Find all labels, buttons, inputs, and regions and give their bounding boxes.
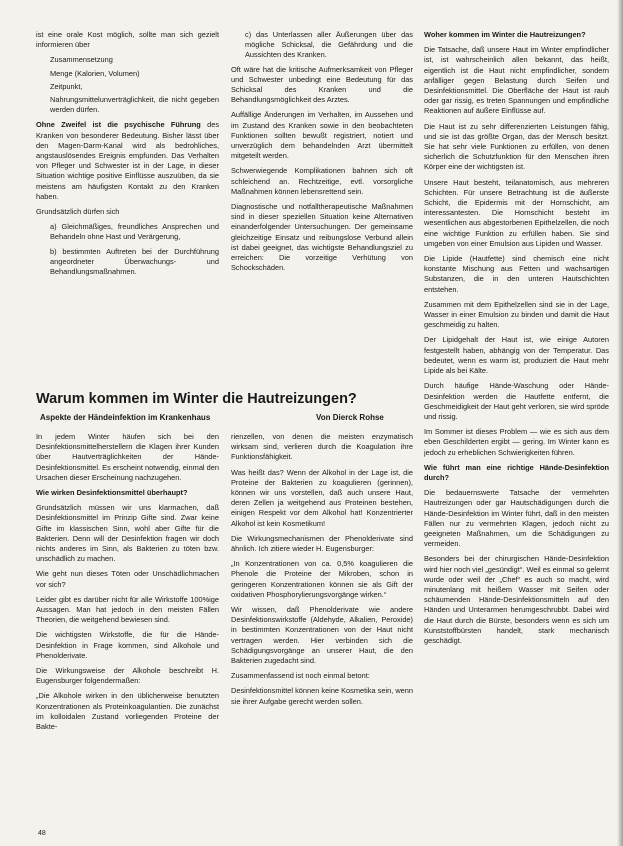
page-number: 48 [38,830,46,837]
list-item: c) das Unterlassen aller Äußerungen über das mögliche Schicksal, die Gefährdung und die Aussichten des Kranken. [245,30,413,60]
paragraph: Zusammenfassend ist noch einmal betont: [231,671,370,681]
quote: „In Konzentrationen von ca. 0,5% koagulieren die Phenole die Proteine der Mikroben, schon in geringeren Konzentrationen können sie als Gift der oxidativen Phosphorylierungsvorgänge wirken.“ [231,559,413,599]
paragraph: rienzellen, von denen die meisten enzymatisch wirksam sind, verlieren durch die Koagulation ihre Funktionsfähigkeit. [231,432,413,462]
paragraph: Auffällige Änderungen im Verhalten, im Aussehen und im Zustand des Kranken sowie in den beobachteten Funktionen sollten bewußt registriert, notiert und unverzüglich dem behandelnden Arzt übermittelt mitgeteilt werden. [231,110,413,161]
quote: „Die Alkohole wirken in den üblicherweise benutzten Konzentrationen als Proteinkoagulantien. Die zunächst im kolloidalen Zustand vorliegenden Proteine der Bakte- [36,691,219,732]
paragraph: Desinfektionsmittel können keine Kosmetika sein, wenn sie ihrer Aufgabe gerecht werden sollen. [231,686,413,706]
list-item: Menge (Kalorien, Volumen) [50,68,140,78]
article-headline: Warum kommen im Winter die Hautreizungen? [36,391,357,407]
paragraph: Grundsätzlich dürfen sich [36,207,120,217]
paragraph: Die Wirkungsmechanismen der Phenolderivate sind ähnlich. Ich zitiere wieder H. Eugensburger: [231,533,413,554]
list-item: Nahrungsmittelunverträglichkeit, die nicht gegeben werden dürfen. [50,95,219,115]
paragraph: Zusammen mit dem Epithelzellen sind sie in der Lage, Wasser in einer Emulsion zu binden und damit die Haut geschmeidig zu halten. [424,299,609,330]
section-question: Woher kommen im Winter die Hautreizungen? [424,30,586,39]
article-left-column [36,432,219,832]
paragraph: Wir wissen, daß Phenolderivate wie andere Desinfektionswirkstoffe (Aldehyde, Alkalien, Peroxide) in bestimmten Konzentrationen von der Haut nicht vertragen werden. Hier verbinden sich die Schädigungsvorgänge an unserer Haut, die den Bakterien zugedacht sind. [231,605,413,666]
paragraph: Besonders bei der chirurgischen Hände-Desinfektion wird hier noch viel „gesündigt“. Weil es einmal so gelernt wurde oder weil der „Chef“ es auch so macht, wird minutenlang mit heißem Wasser mit Seifen oder schäumenden Hände-Desinfektionsmitteln auf den Händen und Unterarmen herumgeschrubbt. Dabei wird die Haut durch die Bürste, besonders wenn es sich um Kunststoffbürsten handelt, stark mechanisch geschädigt. [424,554,609,645]
list-item: Zusammensetzung [50,55,113,65]
page-edge-shadow [617,0,623,846]
nutrition-list [36,55,219,115]
section-question: Wie wirken Desinfektionsmittel überhaupt? [36,488,188,498]
paragraph: Was heißt das? Wenn der Alkohol in der Lage ist, die Proteine der Bakterien zu koagulieren (gerinnen), können wir uns vorstellen, daß auch unsere Haut, deren Zellen ja weitgehend aus Proteinen bestehen, einigen Respekt vor dem Alkohol hat! Konzentrierter Alkohol ist kein Kosmetikum! [231,467,413,528]
article-middle-column [231,432,413,832]
paragraph: Grundsätzlich müssen wir uns klarmachen, daß Desinfektionsmittel im Prinzip Gifte sind. Zwar keine Gifte im klassischen Sinn, wohl aber Gifte für die Bakterien. Denn will der Desinfektion fragen wir doch nichts anderes im Sinn, als Bakterien zu töten bzw. unschädlich zu machen. [36,503,219,564]
paragraph: Die Tatsache, daß unsere Haut im Winter empfindlicher ist, ist wahrscheinlich allen bekannt, das heißt, eigentlich ist die Haut nicht empfindlicher, sondern anfälliger gegen Belastung durch Seifen und Desinfektionsmittel. Die Oberfläche der Haut ist rauh oder gar rissig, es treten Spannungen und empfindliche Reaktionen auf äußere Einflüsse auf. [424,45,609,116]
paragraph: Oft wäre hat die kritische Aufmerksamkeit von Pfleger und Schwester unbedingt eine Bedeutung für das Schicksal des Kranken und die Behandlungsmöglichkeit des Arztes. [231,64,413,105]
paragraph: Die Haut ist zu sehr differenzierten Leistungen fähig, und sie ist das größte Organ, das der Mensch besitzt. Sie hat sehr viele Funktionen zu erfüllen, von denen sicherlich die Schutzfunktion für den Menschen ihren Körper eine der wichtigsten ist. [424,121,609,172]
paragraph: Die bedauernswerte Tatsache der vermehrten Hautreizungen oder gar Hautschädigungen durch die Hände-Desinfektion im Winter führt, daß in den meisten Fällen nur zu vermehrten Klagen, jedoch nicht zu geeigneten Maßnahmen, um die Schädigungen zu vermeiden. [424,488,609,549]
paragraph-text: des Kranken von besonderer Bedeutung. Bisher lässt über den Magen-Darm-Kanal wird als bedrohliches, angstauslösendes Ereignis empfunden. Das Verhalten von Pfleger und Schwester ist in der Lage, in dieser Situation wichtige positive Einflüsse auszuüben, da sie meistens am häufigsten Kontakt zu den Kranken haben. [36,120,219,201]
paragraph: Die Wirkungsweise der Alkohole beschreibt H. Eugensburger folgendermaßen: [36,666,219,686]
paragraph: Unsere Haut besteht, teilanatomisch, aus mehreren Schichten. Für unsere Betrachtung ist die äußerste Schicht, die Epidermis mit der Hornschicht, am interessantesten. Die Hornschicht besteht im wesentlichen aus abgestorbenen Epithelzellen, die noch eine wichtige Funktion zu erfüllen haben. Sie sind umgeben von einer Emulsion aus Lipiden und Wasser. [424,177,609,248]
list-item: b) bestimmten Auftreten bei der Durchführung angeordneter Überwachungs- und Behandlungsmaßnahmen. [50,246,219,277]
paragraph: Wie geht nun dieses Töten oder Unschädlichmachen vor sich? [36,569,219,589]
list-item: a) Gleichmäßiges, freundliches Ansprechen und Behandeln ohne Hast und Verärgerung, [50,222,219,242]
paragraph [36,120,219,202]
paragraph: Durch häufige Hände-Waschung oder Hände-Desinfektion werden die Hautfette entfernt, die Geschmeidigkeit der Haut geht verloren, sie wird spröde und rissig. [424,381,609,421]
paragraph: In jedem Winter häufen sich bei den Desinfektionsmittelherstellern die Klagen ihrer Kunden über Hautverträglichkeiten der Hände-Desinfektionsmittel. Es erscheint notwendig, einmal den Ursachen dieser Erscheinung nachzugehen. [36,432,219,482]
paragraph: Schwerwiegende Komplikationen bahnen sich oft schleichend an. Rechtzeitige, evtl. vorsorgliche Maßnahmen können lebensrettend sein. [231,166,413,196]
paragraph: Die Lipide (Hautfette) sind chemisch eine nicht konstante Mischung aus Fetten und wachsartigen Substanzen, die in den unteren Hautschichten entstehen. [424,254,609,294]
right-column [424,30,609,830]
top-middle-column [231,30,413,358]
paragraph: Im Sommer ist dieses Problem — wie es sich aus dem eben Geschilderten ergibt — gering. Im Winter kann es jedoch zu erheblichen Schwierigkeiten führen. [424,427,609,457]
article-subheadline: Aspekte der Händeinfektion im Krankenhaus [40,413,211,422]
section-question: Wie führt man eine richtige Hände-Desinfektion durch? [424,462,609,482]
paragraph: Der Lipidgehalt der Haut ist, wie einige Autoren festgestellt haben, abhängig von der Temperatur. Das bedeutet, wenn es warm ist, produziert die Haut mehr Lipide als bei Kälte. [424,335,609,376]
list-item: Zeitpunkt, [50,81,83,91]
paragraph: Leider gibt es darüber nicht für alle Wirkstoffe 100%ige Aussagen. Man hat jedoch in den meisten Fällen Theorien, die weitgehend bewiesen sind. [36,594,219,625]
top-left-column [36,30,219,358]
paragraph: Diagnostische und notfalltherapeutische Maßnahmen sind in dieser speziellen Situation keine Alternativen einanderfolgender Untersuchungen. Der gemeinsame gleichzeitige Einsatz und reibungslose Verbund allein ist dabei geeignet, das wichtigste Behandlungsziel zu erreichen: Die vorzeitige Verhütung von Schockschäden. [231,202,413,273]
bold-lead: Ohne Zweifel ist die psychische Führung [36,120,201,130]
article-author: Von Dierck Rohse [316,413,384,422]
paragraph: Die wichtigsten Wirkstoffe, die für die Hände-Desinfektion in Frage kommen, sind Alkohole und Phenolderivate. [36,630,219,660]
paragraph: ist eine orale Kost möglich, sollte man sich gezielt informieren über [36,30,219,50]
